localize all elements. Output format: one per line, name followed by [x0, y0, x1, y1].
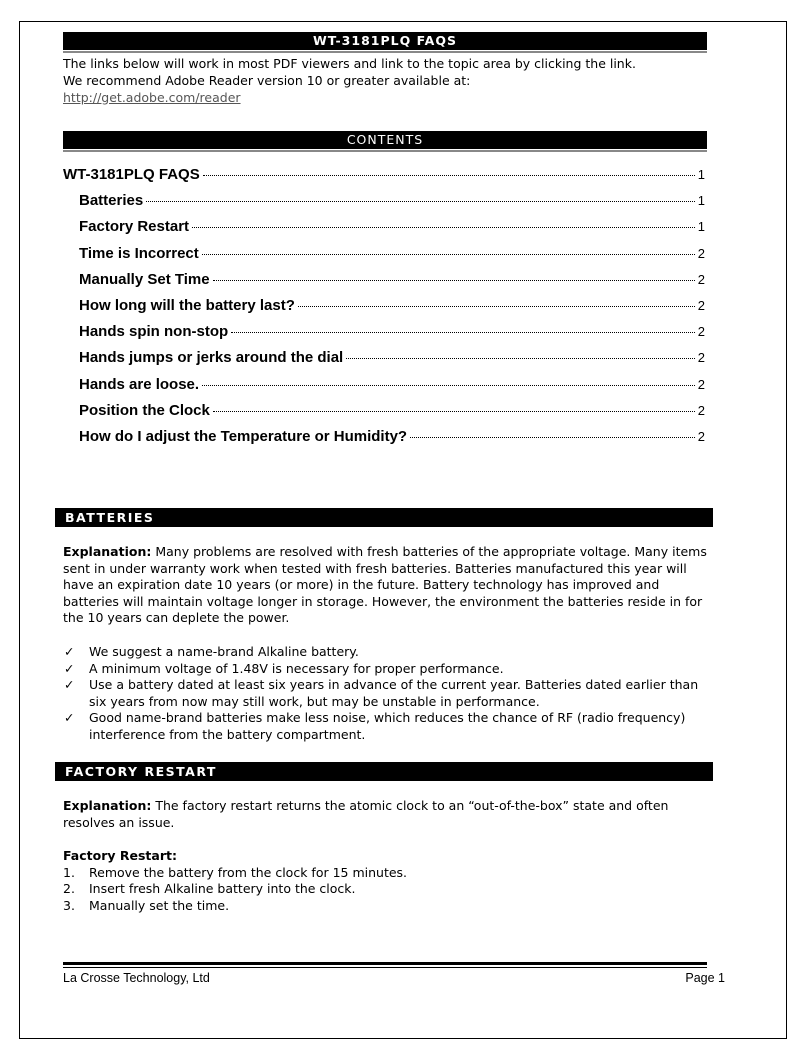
toc-entry-faqs[interactable] — [63, 166, 705, 192]
contents-underline — [63, 150, 707, 152]
toc-leader — [298, 306, 695, 307]
toc-leader — [202, 385, 695, 386]
intro-line-2: We recommend Adobe Reader version 10 or greater available at: — [63, 73, 471, 88]
toc-page: 2 — [697, 297, 705, 313]
adobe-reader-link[interactable]: http://get.adobe.com/reader — [63, 90, 241, 105]
footer-page-number: Page 1 — [685, 971, 725, 985]
check-icon: ✓ — [64, 677, 75, 693]
factory-restart-steps — [63, 848, 713, 914]
toc-label: Hands spin non-stop — [79, 323, 229, 341]
contents-heading-bar — [63, 131, 707, 149]
footer-rule-thin — [63, 967, 707, 968]
doc-title: WT-3181PLQ FAQS — [313, 33, 457, 48]
toc-leader — [192, 227, 695, 228]
list-item: 1. Remove the battery from the clock for 15 minutes. — [63, 864, 408, 880]
toc-entry-factory-restart[interactable] — [63, 218, 705, 244]
toc-label: How long will the battery last? — [79, 296, 295, 314]
toc-page: 1 — [697, 193, 705, 209]
list-item: ✓ Good name-brand batteries make less noise, which reduces the chance of RF (radio frequency) interference from the battery compartment. — [64, 710, 686, 742]
toc-entry-manually-set-time[interactable] — [63, 271, 705, 297]
toc-page: 2 — [697, 428, 705, 444]
list-item: 2. Insert fresh Alkaline battery into the clock. — [63, 881, 356, 897]
toc-entry-temperature-humidity[interactable] — [63, 428, 705, 454]
toc-entry-batteries[interactable] — [63, 192, 705, 218]
toc-entry-position-clock[interactable] — [63, 402, 705, 428]
toc-page: 2 — [697, 324, 705, 340]
battery-tips — [63, 644, 713, 744]
toc-label: Hands are loose. — [79, 375, 200, 393]
toc-label: How do I adjust the Temperature or Humidity? — [79, 427, 408, 445]
toc-label: Hands jumps or jerks around the dial — [79, 349, 344, 367]
toc-page: 1 — [697, 219, 705, 235]
table-of-contents — [63, 166, 705, 454]
toc-page: 2 — [697, 402, 705, 418]
batteries-explanation — [63, 544, 713, 627]
batteries-heading: BATTERIES — [65, 510, 155, 525]
list-item: ✓ A minimum voltage of 1.48V is necessary for proper performance. — [64, 660, 504, 676]
toc-entry-hands-jump[interactable] — [63, 349, 705, 375]
intro-line-1: The links below will work in most PDF viewers and link to the topic area by clicking the link. — [63, 56, 636, 71]
factory-restart-explanation — [63, 798, 713, 831]
toc-leader — [203, 175, 695, 176]
footer-rule — [63, 962, 707, 965]
toc-page: 2 — [697, 376, 705, 392]
list-item: ✓ We suggest a name-brand Alkaline battery. — [64, 644, 359, 659]
toc-leader — [410, 437, 695, 438]
factory-restart-heading-bar — [55, 762, 713, 781]
factory-restart-heading: FACTORY RESTART — [65, 764, 217, 779]
check-icon: ✓ — [64, 710, 75, 726]
title-underline — [63, 51, 707, 53]
explanation-label: Explanation: — [63, 544, 152, 559]
toc-entry-hands-spin[interactable] — [63, 323, 705, 349]
list-item: 3. Manually set the time. — [63, 897, 230, 913]
toc-leader — [346, 358, 695, 359]
toc-label: WT-3181PLQ FAQS — [63, 166, 200, 183]
intro-text — [63, 55, 723, 106]
toc-leader — [146, 201, 695, 202]
toc-entry-battery-life[interactable] — [63, 297, 705, 323]
toc-label: Time is Incorrect — [79, 244, 199, 262]
list-item: ✓ Use a battery dated at least six years in advance of the current year. Batteries dated earlier than six years from now may still work, but may be unstable in performance. — [64, 677, 699, 709]
explanation-text: The factory restart returns the atomic clock to an “out-of-the-box” state and often resolves an issue. — [63, 798, 669, 830]
batteries-heading-bar — [55, 508, 713, 527]
check-icon: ✓ — [64, 660, 75, 676]
toc-page: 2 — [697, 271, 705, 287]
toc-label: Batteries — [79, 192, 144, 210]
steps-heading: Factory Restart: — [63, 848, 177, 863]
toc-page: 2 — [697, 245, 705, 261]
explanation-text: Many problems are resolved with fresh batteries of the appropriate voltage. Many items sent in under warranty work when tested with fresh batteries. Batteries manufactured this year will have an expiration date 10 years (or more) in the future. Battery technology has improved and batteries will maintain voltage longer in storage. However, the environment the batteries reside in for the 10 years can deplete the power. — [63, 544, 707, 626]
toc-leader — [231, 332, 695, 333]
toc-entry-time-incorrect[interactable] — [63, 245, 705, 271]
contents-heading: CONTENTS — [346, 132, 424, 147]
footer-company: La Crosse Technology, Ltd — [63, 971, 210, 985]
explanation-label: Explanation: — [63, 798, 152, 813]
toc-label: Position the Clock — [79, 401, 210, 419]
toc-leader — [213, 411, 695, 412]
toc-leader — [202, 254, 695, 255]
toc-label: Factory Restart — [79, 218, 190, 236]
check-icon: ✓ — [64, 644, 75, 659]
toc-page: 1 — [697, 167, 705, 182]
toc-label: Manually Set Time — [79, 270, 210, 288]
doc-title-bar — [63, 32, 707, 50]
toc-page: 2 — [697, 350, 705, 366]
toc-leader — [213, 280, 695, 281]
toc-entry-hands-loose[interactable] — [63, 376, 705, 402]
